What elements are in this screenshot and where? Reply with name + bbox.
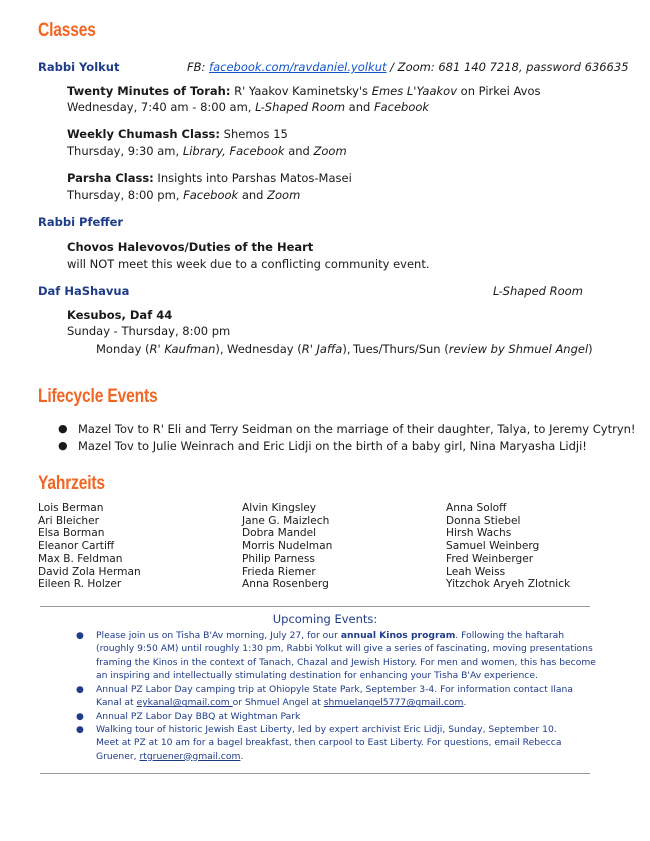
event-text: Please join us on Tisha B'Av morning, July 27, for our	[96, 630, 341, 641]
yahrzeit-name: Max B. Feldman	[38, 552, 123, 565]
fb-prefix: FB:	[187, 60, 210, 74]
daf-monday	[96, 342, 224, 356]
class-where-end: Zoom	[267, 188, 301, 202]
event-highlight: annual Kinos program	[340, 630, 456, 641]
bullet-icon: ●	[76, 725, 84, 735]
yahrzeit-name: Yitzchok Aryeh Zlotnick	[446, 578, 571, 591]
yahrzeit-name: Alvin Kingsley	[242, 502, 317, 514]
class-when: Wednesday, 7:40 am - 8:00 am,	[67, 100, 256, 114]
yahrzeit-name: Anna Rosenberg	[242, 578, 329, 591]
class-item-parsha	[67, 171, 352, 185]
yahrzeits-column-1	[38, 502, 141, 591]
daf-wednesday	[227, 342, 350, 356]
event-text-mid: or Shmuel Angel at	[232, 697, 324, 709]
daf-wednesday-end: ),	[342, 342, 351, 356]
yahrzeit-name: Lois Berman	[38, 502, 104, 514]
yahrzeit-name: David Zola Herman	[38, 565, 141, 578]
class-desc-end: on Pirkei Avos	[457, 84, 541, 98]
yahrzeits-heading: Yahrzeits	[38, 473, 105, 494]
event-text-end: .	[240, 750, 244, 762]
class-item-chumash	[67, 127, 288, 141]
yahrzeit-name: Dobra Mandel	[242, 527, 317, 540]
bullet-icon: ●	[58, 422, 68, 435]
yahrzeit-name: Frieda Riemer	[242, 565, 316, 578]
yahrzeit-name: Philip Parness	[242, 552, 315, 565]
lifecycle-item: Mazel Tov to R' Eli and Terry Seidman on the marriage of their daughter, Talya, to Jeremy Cytryn!	[78, 422, 636, 436]
email-link-angel[interactable]: shmuelangel5777@gmail.com	[323, 697, 464, 709]
classes-heading: Classes	[38, 20, 96, 41]
class-title: Parsha Class:	[67, 171, 154, 185]
upcoming-heading: Upcoming Events:	[272, 612, 378, 626]
daf-wednesday-teacher: R' Jaffa	[301, 342, 343, 356]
class-where: L-Shaped Room	[255, 100, 346, 114]
daf-tues-thurs-sun	[353, 342, 593, 356]
yahrzeit-name: Morris Nudelman	[242, 540, 333, 553]
daf-hashavua-label: Daf HaShavua	[38, 284, 130, 298]
yahrzeits-column-3	[446, 502, 570, 591]
class-where-and: and	[238, 188, 268, 202]
yahrzeit-name: Fred Weinberger	[446, 552, 534, 565]
facebook-link[interactable]: facebook.com/ravdaniel.yolkut	[209, 60, 387, 74]
email-link-gruener[interactable]: rtgruener@gmail.com	[139, 750, 241, 762]
class-desc: R' Yaakov Kaminetsky's	[230, 84, 372, 98]
event-text-second: Meet at PZ at 10 am for a bagel breakfast, then carpool to East Liberty. For questions, email Rebecca Gruener,	[96, 737, 562, 762]
class-where: Library, Facebook	[182, 144, 285, 158]
event-text: Walking tour of historic Jewish East Liberty, led by expert archivist Eric Lidji, Sunday, September 10.	[96, 724, 557, 735]
rabbi-yolkut-label: Rabbi Yolkut	[38, 60, 120, 74]
class-where-end: Facebook	[373, 100, 430, 114]
class-where-and: and	[284, 144, 314, 158]
event-text-end: . Following the haftarah (roughly 9:50 AM) until roughly 1:30 pm, Rabbi Yolkut will give a series of fascinating, moving presentations framing the Kinos in the context of Tanach, Chazal and Jewish History. For men and women, this has become an inspiring and intellectually stimulating destination for enhancing your Tisha B'Av experience.	[96, 630, 596, 681]
yolkut-contact-line	[187, 60, 629, 74]
class-desc: Shemos 15	[220, 127, 288, 141]
yahrzeit-name: Eileen R. Holzer	[38, 578, 122, 591]
divider-top	[40, 606, 590, 607]
class-when: Thursday, 9:30 am,	[67, 144, 183, 158]
class-title: Twenty Minutes of Torah:	[67, 84, 231, 98]
yahrzeit-name: Anna Soloff	[446, 502, 507, 514]
class-title: Weekly Chumash Class:	[67, 127, 220, 141]
yahrzeit-name: Ari Bleicher	[38, 514, 99, 527]
class-when-parsha	[67, 188, 300, 202]
class-item-twenty-minutes	[67, 84, 540, 98]
class-where: Facebook	[183, 188, 239, 202]
daf-tue-teacher: review by Shmuel Angel	[448, 342, 589, 356]
bullet-icon: ●	[76, 631, 84, 641]
yahrzeit-name: Samuel Weinberg	[446, 540, 540, 553]
upcoming-event-camping	[96, 683, 596, 710]
daf-title: Kesubos, Daf 44	[67, 308, 173, 322]
upcoming-event-kinos	[96, 629, 596, 682]
yahrzeit-name: Donna Stiebel	[446, 514, 521, 527]
lifecycle-heading: Lifecycle Events	[38, 386, 158, 407]
upcoming-event-walking-tour	[96, 723, 596, 763]
class-where-end: Zoom	[313, 144, 347, 158]
zoom-info: / Zoom: 681 140 7218, password 636635	[386, 60, 629, 74]
daf-monday-label: Monday (	[96, 342, 150, 356]
pfeffer-class-title: Chovos Halevovos/Duties of the Heart	[67, 240, 314, 254]
daf-monday-end: ),	[215, 342, 224, 356]
yahrzeits-column-2	[242, 502, 332, 591]
event-text-end: .	[463, 697, 467, 709]
daf-when: Sunday - Thursday, 8:00 pm	[67, 324, 231, 338]
email-link-kanal[interactable]: eykanal@gmail.com	[136, 697, 233, 709]
upcoming-event-bbq: Annual PZ Labor Day BBQ at Wightman Park	[96, 711, 301, 722]
yahrzeit-name: Eleanor Cartiff	[38, 540, 115, 553]
yahrzeit-name: Elsa Borman	[38, 527, 105, 540]
pfeffer-note: will NOT meet this week due to a conflicting community event.	[67, 257, 430, 271]
daf-wednesday-label: Wednesday (	[227, 342, 302, 356]
yahrzeit-name: Hirsh Wachs	[446, 527, 512, 540]
class-when-twenty-minutes	[67, 100, 429, 114]
class-desc: Insights into Parshas Matos-Masei	[153, 171, 352, 185]
rabbi-pfeffer-label: Rabbi Pfeffer	[38, 215, 124, 229]
class-desc-italic: Emes L'Yaakov	[371, 84, 458, 98]
yahrzeit-name: Leah Weiss	[446, 565, 506, 578]
class-where-and: and	[345, 100, 374, 114]
bullet-icon: ●	[76, 712, 84, 722]
event-text: Annual PZ Labor Day camping trip at Ohiopyle State Park, September 3-4. For information contact Ilana Kanal at	[96, 684, 573, 709]
bullet-icon: ●	[58, 439, 68, 452]
lifecycle-item: Mazel Tov to Julie Weinrach and Eric Lidji on the birth of a baby girl, Nina Maryasha Lidji!	[78, 439, 587, 453]
divider-bottom	[40, 773, 590, 774]
bullet-icon: ●	[76, 685, 84, 695]
class-when-chumash	[67, 144, 347, 158]
daf-tue-label: Tues/Thurs/Sun (	[353, 342, 449, 356]
daf-monday-teacher: R' Kaufman	[149, 342, 216, 356]
daf-tue-end: )	[588, 342, 593, 356]
yahrzeit-name: Jane G. Maizlech	[242, 514, 330, 527]
daf-room: L-Shaped Room	[493, 284, 583, 298]
class-when: Thursday, 8:00 pm,	[67, 188, 184, 202]
